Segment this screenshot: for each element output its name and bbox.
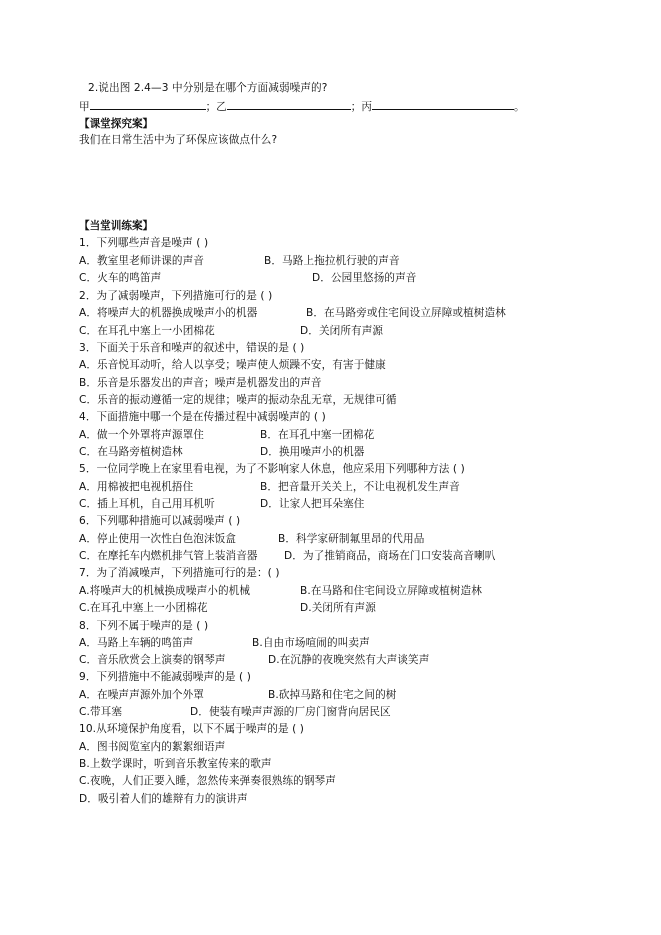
q7-option-c: C.在耳孔中塞上一小团棉花 (79, 602, 208, 614)
q8-option-d: D.在沉静的夜晚突然有大声谈笑声 (268, 654, 430, 666)
q3-option-c: C．乐音的振动遵循一定的规律；噪声的振动杂乱无章，无规律可循 (79, 394, 397, 406)
q2-figure-prompt: 2.说出图 2.4—3 中分别是在哪个方面减弱噪声的? (88, 82, 328, 94)
q9-option-b: B.砍掉马路和住宅之间的树 (268, 689, 397, 701)
blank-jia[interactable] (90, 98, 206, 110)
inquiry-heading: 【课堂探究案】 (79, 118, 154, 130)
q2-answer-line (79, 98, 525, 114)
q8-option-a: A．马路上车辆的鸣笛声 (79, 637, 194, 649)
q2-option-d: D．关闭所有声源 (300, 325, 384, 337)
q6-option-d: D．为了推销商品，商场在门口安装高音喇叭 (284, 550, 496, 562)
q8-option-b: B.自由市场喧闹的叫卖声 (252, 637, 370, 649)
q5-option-d: D．让家人把耳朵塞住 (260, 498, 365, 510)
q2-option-c: C．在耳孔中塞上一小团棉花 (79, 325, 215, 337)
blank-yi[interactable] (227, 98, 351, 110)
q5-stem: 5．一位同学晚上在家里看电视，为了不影响家人休息，他应采用下列哪种方法 ( ) (79, 463, 465, 475)
q9-stem: 9．下列措施中不能减弱噪声的是 ( ) (79, 671, 251, 683)
q4-option-c: C．在马路旁植树造林 (79, 446, 183, 458)
label-yi: ；乙 (205, 101, 227, 113)
line-end: 。 (513, 101, 525, 113)
blank-bing[interactable] (372, 98, 514, 110)
q7-stem: 7．为了消减噪声，下列措施可行的是：( ) (79, 567, 280, 579)
q3-option-b: B．乐音是乐器发出的声音；噪声是机器发出的声音 (79, 377, 322, 389)
q9-option-d: D．使装有噪声声源的厂房门窗背向居民区 (190, 706, 391, 718)
q10-stem: 10.从环境保护角度看，以下不属于噪声的是 ( ) (79, 723, 305, 735)
q5-option-c: C．插上耳机，自己用耳机听 (79, 498, 215, 510)
q6-stem: 6．下列哪种措施可以减弱噪声 ( ) (79, 515, 241, 527)
label-jia: 甲 (79, 101, 90, 113)
q9-option-c: C.带耳塞 (79, 706, 123, 718)
q2-option-a: A．将噪声大的机器换成噪声小的机器 (79, 307, 258, 319)
q8-stem: 8．下列不属于噪声的是 ( ) (79, 620, 209, 632)
q1-option-a: A．教室里老师讲课的声音 (79, 255, 204, 267)
q2-option-b: B．在马路旁或住宅间设立屏障或植树造林 (306, 307, 506, 319)
q3-option-a: A．乐音悦耳动听，给人以享受；噪声使人烦躁不安，有害于健康 (79, 359, 386, 371)
label-bing: ；丙 (350, 101, 372, 113)
q6-option-a: A．停止使用一次性白色泡沫饭盒 (79, 533, 237, 545)
q2-stem: 2．为了减弱噪声，下列措施可行的是 ( ) (79, 290, 273, 302)
training-heading: 【当堂训练案】 (79, 220, 154, 232)
q1-stem: 1．下列哪些声音是噪声 ( ) (79, 237, 209, 249)
q1-option-d: D．公园里悠扬的声音 (312, 272, 417, 284)
q6-option-c: C．在摩托车内燃机排气管上装消音器 (79, 550, 258, 562)
q10-option-a: A．图书阅览室内的絮絮细语声 (79, 741, 226, 753)
q3-stem: 3．下面关于乐音和噪声的叙述中，错误的是 ( ) (79, 342, 305, 354)
q4-stem: 4．下面措施中哪一个是在传播过程中减弱噪声的 ( ) (79, 411, 326, 423)
q7-option-d: D.关闭所有声源 (300, 602, 376, 614)
q4-option-a: A．做一个外罩将声源罩住 (79, 429, 204, 441)
q1-option-b: B．马路上拖拉机行驶的声音 (264, 255, 400, 267)
q4-option-b: B．在耳孔中塞一团棉花 (260, 429, 375, 441)
q9-option-a: A．在噪声声源外加个外罩 (79, 689, 204, 701)
q5-option-a: A．用棉被把电视机捂住 (79, 481, 194, 493)
q7-option-b: B.在马路和住宅间设立屏障或植树造林 (300, 585, 482, 597)
q10-option-c: C.夜晚，人们正要入睡，忽然传来弹奏很熟练的钢琴声 (79, 775, 336, 787)
q4-option-d: D．换用噪声小的机器 (260, 446, 365, 458)
q6-option-b: B．科学家研制氟里昂的代用品 (278, 533, 425, 545)
inquiry-question: 我们在日常生活中为了环保应该做点什么? (79, 134, 278, 146)
q10-option-b: B.上数学课时，听到音乐教室传来的歌声 (79, 758, 272, 770)
q1-option-c: C．火车的鸣笛声 (79, 272, 162, 284)
q5-option-b: B．把音量开关关上，不让电视机发生声音 (260, 481, 460, 493)
q10-option-d: D．吸引着人们的雄辩有力的演讲声 (79, 793, 248, 805)
q8-option-c: C．音乐欣赏会上演奏的钢琴声 (79, 654, 226, 666)
q7-option-a: A.将噪声大的机械换成噪声小的机械 (79, 585, 251, 597)
